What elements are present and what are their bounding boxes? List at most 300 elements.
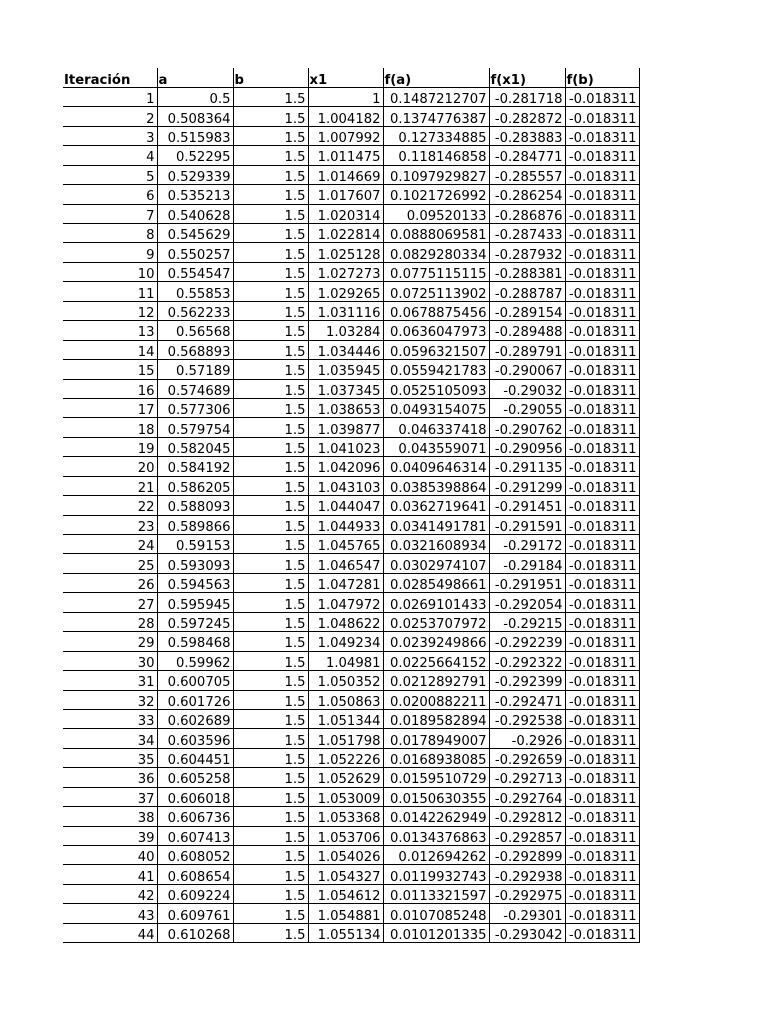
cell-b: 1.5 (233, 554, 308, 573)
cell-fb: -0.018311 (565, 923, 639, 942)
cell-a: 0.588093 (157, 496, 233, 515)
cell-iteracion: 22 (63, 496, 157, 515)
table-row (63, 321, 639, 340)
cell-fa: 0.046337418 (383, 418, 489, 437)
cell-x1: 1.017607 (308, 185, 383, 204)
cell-fa: 0.0178949007 (383, 729, 489, 748)
cell-fb: -0.018311 (565, 437, 639, 456)
cell-x1: 1.041023 (308, 437, 383, 456)
cell-fb: -0.018311 (565, 573, 639, 592)
cell-fx1: -0.290067 (489, 360, 565, 379)
cell-b: 1.5 (233, 768, 308, 787)
cell-fa: 0.09520133 (383, 204, 489, 223)
cell-iteracion: 42 (63, 884, 157, 903)
cell-fb: -0.018311 (565, 632, 639, 651)
table-row (63, 787, 639, 806)
cell-b: 1.5 (233, 904, 308, 923)
cell-fa: 0.0678875456 (383, 301, 489, 320)
cell-fa: 0.1097929827 (383, 165, 489, 184)
cell-b: 1.5 (233, 262, 308, 281)
cell-fa: 0.0829280334 (383, 243, 489, 262)
cell-b: 1.5 (233, 437, 308, 456)
cell-fb: -0.018311 (565, 204, 639, 223)
cell-b: 1.5 (233, 671, 308, 690)
cell-x1: 1.034446 (308, 340, 383, 359)
cell-x1: 1.025128 (308, 243, 383, 262)
cell-fx1: -0.29032 (489, 379, 565, 398)
cell-fx1: -0.293042 (489, 923, 565, 942)
cell-fa: 0.0159510729 (383, 768, 489, 787)
cell-iteracion: 27 (63, 593, 157, 612)
cell-fa: 0.0189582894 (383, 709, 489, 728)
cell-fb: -0.018311 (565, 398, 639, 417)
cell-a: 0.52295 (157, 146, 233, 165)
cell-b: 1.5 (233, 146, 308, 165)
cell-fb: -0.018311 (565, 146, 639, 165)
cell-iteracion: 16 (63, 379, 157, 398)
cell-fb: -0.018311 (565, 243, 639, 262)
table-row (63, 496, 639, 515)
cell-fx1: -0.292322 (489, 651, 565, 670)
cell-fx1: -0.281718 (489, 87, 565, 106)
cell-x1: 1.004182 (308, 107, 383, 126)
cell-fa: 0.0385398864 (383, 476, 489, 495)
cell-x1: 1.053009 (308, 787, 383, 806)
cell-fx1: -0.285557 (489, 165, 565, 184)
cell-fx1: -0.292054 (489, 593, 565, 612)
cell-iteracion: 15 (63, 360, 157, 379)
cell-fa: 0.1021726992 (383, 185, 489, 204)
cell-a: 0.5 (157, 87, 233, 106)
cell-x1: 1.027273 (308, 262, 383, 281)
cell-fb: -0.018311 (565, 884, 639, 903)
cell-fa: 0.0341491781 (383, 515, 489, 534)
cell-a: 0.574689 (157, 379, 233, 398)
cell-fa: 0.012694262 (383, 846, 489, 865)
table-body (63, 87, 639, 942)
table-row (63, 418, 639, 437)
cell-fx1: -0.29301 (489, 904, 565, 923)
cell-fb: -0.018311 (565, 729, 639, 748)
header-iteracion: Iteración (63, 68, 157, 87)
cell-iteracion: 20 (63, 457, 157, 476)
cell-a: 0.601726 (157, 690, 233, 709)
cell-x1: 1.011475 (308, 146, 383, 165)
cell-fb: -0.018311 (565, 846, 639, 865)
cell-fa: 0.0596321507 (383, 340, 489, 359)
cell-a: 0.610268 (157, 923, 233, 942)
cell-fa: 0.0107085248 (383, 904, 489, 923)
table-row (63, 748, 639, 767)
cell-x1: 1.048622 (308, 612, 383, 631)
cell-iteracion: 5 (63, 165, 157, 184)
cell-iteracion: 24 (63, 535, 157, 554)
cell-iteracion: 14 (63, 340, 157, 359)
cell-x1: 1.050863 (308, 690, 383, 709)
cell-iteracion: 18 (63, 418, 157, 437)
cell-b: 1.5 (233, 923, 308, 942)
cell-fx1: -0.292239 (489, 632, 565, 651)
table-row (63, 884, 639, 903)
cell-fx1: -0.292899 (489, 846, 565, 865)
table-row (63, 593, 639, 612)
cell-x1: 1.029265 (308, 282, 383, 301)
cell-b: 1.5 (233, 846, 308, 865)
cell-fx1: -0.292764 (489, 787, 565, 806)
cell-b: 1.5 (233, 651, 308, 670)
cell-iteracion: 38 (63, 807, 157, 826)
cell-fx1: -0.292713 (489, 768, 565, 787)
table-row (63, 204, 639, 223)
cell-fx1: -0.292938 (489, 865, 565, 884)
cell-fb: -0.018311 (565, 593, 639, 612)
cell-b: 1.5 (233, 632, 308, 651)
cell-b: 1.5 (233, 884, 308, 903)
cell-a: 0.529339 (157, 165, 233, 184)
cell-iteracion: 19 (63, 437, 157, 456)
cell-b: 1.5 (233, 398, 308, 417)
cell-b: 1.5 (233, 476, 308, 495)
table-row (63, 185, 639, 204)
cell-fx1: -0.29184 (489, 554, 565, 573)
cell-x1: 1.054327 (308, 865, 383, 884)
cell-fb: -0.018311 (565, 321, 639, 340)
cell-iteracion: 21 (63, 476, 157, 495)
cell-a: 0.535213 (157, 185, 233, 204)
table-row (63, 457, 639, 476)
cell-fx1: -0.292538 (489, 709, 565, 728)
table-row (63, 126, 639, 145)
cell-a: 0.579754 (157, 418, 233, 437)
table-row (63, 476, 639, 495)
cell-a: 0.568893 (157, 340, 233, 359)
cell-fa: 0.1374776387 (383, 107, 489, 126)
table-row (63, 807, 639, 826)
cell-a: 0.608654 (157, 865, 233, 884)
cell-fb: -0.018311 (565, 554, 639, 573)
table-row (63, 904, 639, 923)
cell-iteracion: 23 (63, 515, 157, 534)
cell-b: 1.5 (233, 573, 308, 592)
table-row (63, 554, 639, 573)
cell-fb: -0.018311 (565, 690, 639, 709)
header-a: a (157, 68, 233, 87)
cell-fa: 0.0142262949 (383, 807, 489, 826)
table-row (63, 671, 639, 690)
table-row (63, 243, 639, 262)
cell-fx1: -0.292471 (489, 690, 565, 709)
cell-fa: 0.0559421783 (383, 360, 489, 379)
cell-b: 1.5 (233, 457, 308, 476)
cell-b: 1.5 (233, 729, 308, 748)
cell-b: 1.5 (233, 515, 308, 534)
cell-x1: 1.03284 (308, 321, 383, 340)
cell-fx1: -0.291135 (489, 457, 565, 476)
cell-iteracion: 7 (63, 204, 157, 223)
cell-iteracion: 4 (63, 146, 157, 165)
table-row (63, 165, 639, 184)
cell-iteracion: 17 (63, 398, 157, 417)
cell-iteracion: 29 (63, 632, 157, 651)
cell-a: 0.605258 (157, 768, 233, 787)
cell-iteracion: 3 (63, 126, 157, 145)
table-row (63, 379, 639, 398)
cell-b: 1.5 (233, 748, 308, 767)
table-row (63, 826, 639, 845)
header-fb: f(b) (565, 68, 639, 87)
cell-a: 0.609761 (157, 904, 233, 923)
cell-fx1: -0.2926 (489, 729, 565, 748)
cell-b: 1.5 (233, 690, 308, 709)
cell-fb: -0.018311 (565, 865, 639, 884)
cell-b: 1.5 (233, 165, 308, 184)
cell-a: 0.554547 (157, 262, 233, 281)
table-row (63, 262, 639, 281)
cell-a: 0.550257 (157, 243, 233, 262)
cell-fx1: -0.289154 (489, 301, 565, 320)
cell-iteracion: 10 (63, 262, 157, 281)
cell-iteracion: 13 (63, 321, 157, 340)
cell-b: 1.5 (233, 826, 308, 845)
cell-fx1: -0.289791 (489, 340, 565, 359)
cell-fa: 0.0168938085 (383, 748, 489, 767)
cell-fx1: -0.291451 (489, 496, 565, 515)
table-row (63, 729, 639, 748)
cell-iteracion: 8 (63, 224, 157, 243)
cell-fx1: -0.283883 (489, 126, 565, 145)
cell-fx1: -0.284771 (489, 146, 565, 165)
cell-fx1: -0.287433 (489, 224, 565, 243)
cell-fb: -0.018311 (565, 768, 639, 787)
cell-x1: 1 (308, 87, 383, 106)
cell-fa: 0.0285498661 (383, 573, 489, 592)
cell-fb: -0.018311 (565, 904, 639, 923)
cell-iteracion: 40 (63, 846, 157, 865)
cell-iteracion: 12 (63, 301, 157, 320)
cell-fa: 0.0150630355 (383, 787, 489, 806)
cell-x1: 1.052629 (308, 768, 383, 787)
cell-fa: 0.0493154075 (383, 398, 489, 417)
cell-b: 1.5 (233, 360, 308, 379)
cell-a: 0.589866 (157, 515, 233, 534)
table-row (63, 224, 639, 243)
cell-x1: 1.044047 (308, 496, 383, 515)
cell-fx1: -0.290956 (489, 437, 565, 456)
cell-a: 0.606736 (157, 807, 233, 826)
table-row (63, 690, 639, 709)
table-row (63, 360, 639, 379)
cell-a: 0.609224 (157, 884, 233, 903)
cell-iteracion: 1 (63, 87, 157, 106)
cell-a: 0.545629 (157, 224, 233, 243)
cell-b: 1.5 (233, 243, 308, 262)
cell-iteracion: 30 (63, 651, 157, 670)
cell-iteracion: 6 (63, 185, 157, 204)
cell-fb: -0.018311 (565, 360, 639, 379)
cell-fa: 0.0725113902 (383, 282, 489, 301)
cell-fb: -0.018311 (565, 709, 639, 728)
cell-fx1: -0.282872 (489, 107, 565, 126)
cell-fb: -0.018311 (565, 185, 639, 204)
cell-fx1: -0.29172 (489, 535, 565, 554)
cell-iteracion: 9 (63, 243, 157, 262)
cell-a: 0.562233 (157, 301, 233, 320)
cell-iteracion: 33 (63, 709, 157, 728)
table-row (63, 146, 639, 165)
cell-fa: 0.0321608934 (383, 535, 489, 554)
cell-fa: 0.0269101433 (383, 593, 489, 612)
cell-a: 0.515983 (157, 126, 233, 145)
cell-a: 0.597245 (157, 612, 233, 631)
cell-iteracion: 41 (63, 865, 157, 884)
cell-fa: 0.0212892791 (383, 671, 489, 690)
cell-a: 0.56568 (157, 321, 233, 340)
cell-b: 1.5 (233, 787, 308, 806)
cell-iteracion: 31 (63, 671, 157, 690)
cell-x1: 1.054026 (308, 846, 383, 865)
cell-fb: -0.018311 (565, 476, 639, 495)
cell-fb: -0.018311 (565, 457, 639, 476)
cell-x1: 1.014669 (308, 165, 383, 184)
cell-fa: 0.0200882211 (383, 690, 489, 709)
cell-fa: 0.1487212707 (383, 87, 489, 106)
cell-fa: 0.127334885 (383, 126, 489, 145)
cell-fx1: -0.292975 (489, 884, 565, 903)
table-row (63, 768, 639, 787)
cell-x1: 1.051798 (308, 729, 383, 748)
cell-fx1: -0.289488 (489, 321, 565, 340)
cell-fb: -0.018311 (565, 262, 639, 281)
cell-b: 1.5 (233, 87, 308, 106)
cell-a: 0.608052 (157, 846, 233, 865)
cell-x1: 1.043103 (308, 476, 383, 495)
iteration-table (63, 68, 640, 943)
table-row (63, 301, 639, 320)
cell-fa: 0.0225664152 (383, 651, 489, 670)
cell-iteracion: 39 (63, 826, 157, 845)
table-row (63, 515, 639, 534)
cell-x1: 1.053706 (308, 826, 383, 845)
cell-fx1: -0.291299 (489, 476, 565, 495)
cell-iteracion: 36 (63, 768, 157, 787)
table-row (63, 651, 639, 670)
cell-x1: 1.035945 (308, 360, 383, 379)
table-row (63, 865, 639, 884)
cell-a: 0.577306 (157, 398, 233, 417)
cell-a: 0.508364 (157, 107, 233, 126)
cell-x1: 1.04981 (308, 651, 383, 670)
cell-fb: -0.018311 (565, 87, 639, 106)
cell-x1: 1.051344 (308, 709, 383, 728)
cell-b: 1.5 (233, 535, 308, 554)
cell-x1: 1.007992 (308, 126, 383, 145)
cell-a: 0.584192 (157, 457, 233, 476)
cell-b: 1.5 (233, 126, 308, 145)
table-row (63, 87, 639, 106)
cell-fx1: -0.290762 (489, 418, 565, 437)
cell-b: 1.5 (233, 379, 308, 398)
cell-a: 0.606018 (157, 787, 233, 806)
cell-a: 0.598468 (157, 632, 233, 651)
cell-fx1: -0.29215 (489, 612, 565, 631)
cell-fb: -0.018311 (565, 612, 639, 631)
cell-fb: -0.018311 (565, 107, 639, 126)
cell-x1: 1.052226 (308, 748, 383, 767)
cell-iteracion: 37 (63, 787, 157, 806)
cell-fx1: -0.291591 (489, 515, 565, 534)
cell-fb: -0.018311 (565, 340, 639, 359)
header-fx1: f(x1) (489, 68, 565, 87)
header-fa: f(a) (383, 68, 489, 87)
cell-x1: 1.042096 (308, 457, 383, 476)
cell-b: 1.5 (233, 865, 308, 884)
cell-fx1: -0.288787 (489, 282, 565, 301)
cell-b: 1.5 (233, 204, 308, 223)
cell-fx1: -0.291951 (489, 573, 565, 592)
cell-fa: 0.0113321597 (383, 884, 489, 903)
cell-a: 0.55853 (157, 282, 233, 301)
cell-fb: -0.018311 (565, 651, 639, 670)
table-row (63, 612, 639, 631)
cell-fb: -0.018311 (565, 515, 639, 534)
cell-fa: 0.0775115115 (383, 262, 489, 281)
cell-fx1: -0.292399 (489, 671, 565, 690)
cell-iteracion: 44 (63, 923, 157, 942)
cell-iteracion: 43 (63, 904, 157, 923)
cell-x1: 1.053368 (308, 807, 383, 826)
cell-fb: -0.018311 (565, 224, 639, 243)
table-row (63, 632, 639, 651)
table-row (63, 398, 639, 417)
table-row (63, 340, 639, 359)
cell-fb: -0.018311 (565, 301, 639, 320)
cell-fa: 0.0302974107 (383, 554, 489, 573)
cell-x1: 1.037345 (308, 379, 383, 398)
cell-x1: 1.050352 (308, 671, 383, 690)
cell-iteracion: 25 (63, 554, 157, 573)
cell-x1: 1.047972 (308, 593, 383, 612)
cell-iteracion: 34 (63, 729, 157, 748)
cell-b: 1.5 (233, 340, 308, 359)
cell-a: 0.595945 (157, 593, 233, 612)
cell-a: 0.604451 (157, 748, 233, 767)
cell-x1: 1.055134 (308, 923, 383, 942)
table-row (63, 282, 639, 301)
cell-fx1: -0.286876 (489, 204, 565, 223)
cell-fb: -0.018311 (565, 748, 639, 767)
cell-fa: 0.0888069581 (383, 224, 489, 243)
cell-x1: 1.020314 (308, 204, 383, 223)
table-row (63, 846, 639, 865)
cell-a: 0.607413 (157, 826, 233, 845)
cell-x1: 1.022814 (308, 224, 383, 243)
cell-b: 1.5 (233, 282, 308, 301)
cell-fa: 0.0134376863 (383, 826, 489, 845)
cell-fa: 0.0409646314 (383, 457, 489, 476)
cell-a: 0.59962 (157, 651, 233, 670)
header-row (63, 68, 639, 87)
cell-b: 1.5 (233, 321, 308, 340)
cell-a: 0.540628 (157, 204, 233, 223)
cell-x1: 1.046547 (308, 554, 383, 573)
cell-iteracion: 32 (63, 690, 157, 709)
cell-b: 1.5 (233, 709, 308, 728)
cell-fa: 0.043559071 (383, 437, 489, 456)
cell-iteracion: 11 (63, 282, 157, 301)
cell-fb: -0.018311 (565, 418, 639, 437)
cell-fx1: -0.288381 (489, 262, 565, 281)
cell-a: 0.603596 (157, 729, 233, 748)
